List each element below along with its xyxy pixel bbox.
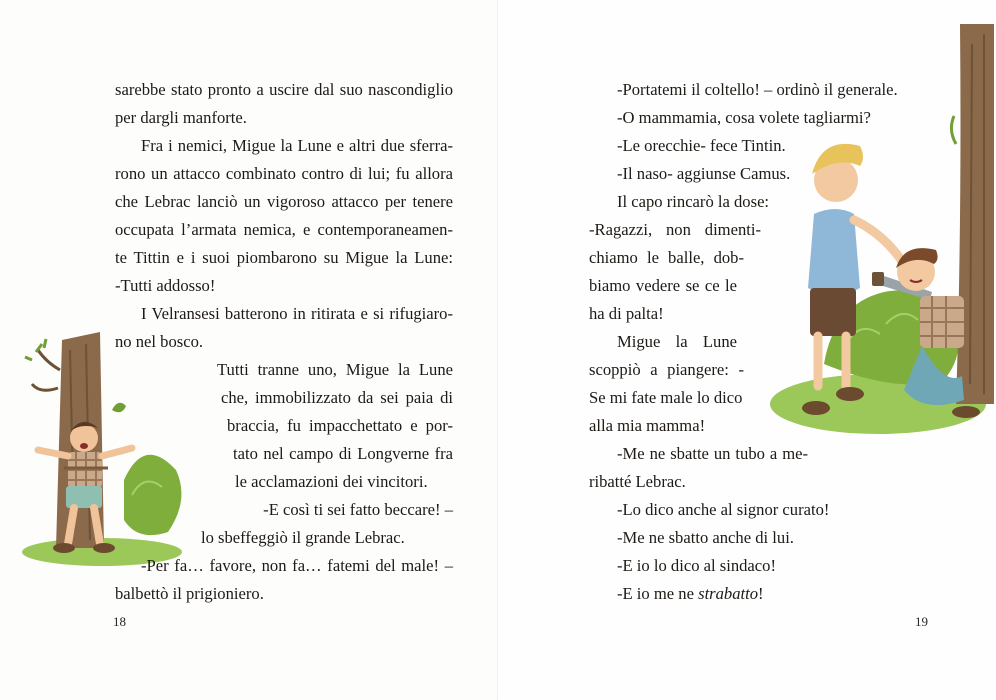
text-line: tato nel campo di Longverne fra [233, 444, 453, 463]
page-number: 18 [113, 614, 126, 629]
text-line: no nel bosco. [115, 332, 204, 351]
text-line: sarebbe stato pronto a uscire dal suo nascondiglio [115, 80, 453, 99]
text-line: che, immobilizzato da sei paia di [221, 388, 453, 407]
text-line: -Me ne sbatte un tubo a me- [617, 444, 808, 463]
text-line: -Me ne sbatto anche di lui. [617, 528, 794, 547]
text-line: ribatté Lebrac. [589, 472, 686, 491]
text-line: -Portatemi il coltello! – ordinò il generale. [617, 80, 898, 99]
right-page [498, 0, 996, 700]
text-line: te Tittin e i suoi piombarono su Migue la Lune: [115, 248, 453, 267]
text-line: -E così ti sei fatto beccare! – [263, 500, 453, 519]
text-line: Migue la Lune [617, 332, 737, 351]
text-line: per dargli manforte. [115, 108, 247, 127]
text-line: -Lo dico anche al signor curato! [617, 500, 830, 519]
text-line: Fra i nemici, Migue la Lune e altri due sferra- [141, 136, 453, 155]
text-line: braccia, fu impacchettato e por- [227, 416, 453, 435]
text-segment: ! [758, 584, 764, 603]
text-line: Tutti tranne uno, Migue la Lune [217, 360, 453, 379]
text-line: rono un attacco combinato contro di lui; fu allora [115, 164, 453, 183]
text-line: le acclamazioni dei vincitori. [235, 472, 428, 491]
text-line: -Per fa… favore, non fa… fatemi del male! – [141, 556, 453, 575]
text-line: I Velransesi batterono in ritirata e si rifugiaro- [141, 304, 453, 323]
tied-boy-illustration [14, 330, 189, 570]
text-line: scoppiò a piangere: - [589, 360, 744, 379]
text-line: occupata l’armata nemica, e contemporaneamen- [115, 220, 453, 239]
text-line: -Tutti addosso! [115, 276, 216, 295]
page-number: 19 [915, 614, 928, 629]
text-line: balbettò il prigioniero. [115, 584, 264, 603]
text-line: -Il naso- aggiunse Camus. [617, 164, 791, 183]
text-line: chiamo le balle, dob- [589, 248, 744, 267]
text-line: Il capo rincarò la dose: [617, 192, 770, 211]
text-line: Se mi fate male lo dico [589, 388, 743, 407]
text-line: -Le orecchie- fece Tintin. [617, 136, 786, 155]
text-line: -O mammamia, cosa volete tagliarmi? [617, 108, 871, 127]
text-segment: -E io me ne [617, 584, 699, 603]
text-line: ha di palta! [589, 304, 664, 323]
text-line: -Ragazzi, non dimenti- [589, 220, 761, 239]
text-line: alla mia mamma! [589, 416, 706, 435]
text-line: che Lebrac lanciò un vigoroso attacco per tenere [115, 192, 453, 211]
text-line: -E io lo dico al sindaco! [617, 556, 776, 575]
text-line: lo sbeffeggiò il grande Lebrac. [201, 528, 405, 547]
text-line: biamo vedere se ce le [589, 276, 737, 295]
text-segment-italic: strabatto [698, 584, 759, 603]
text-line [617, 584, 764, 604]
